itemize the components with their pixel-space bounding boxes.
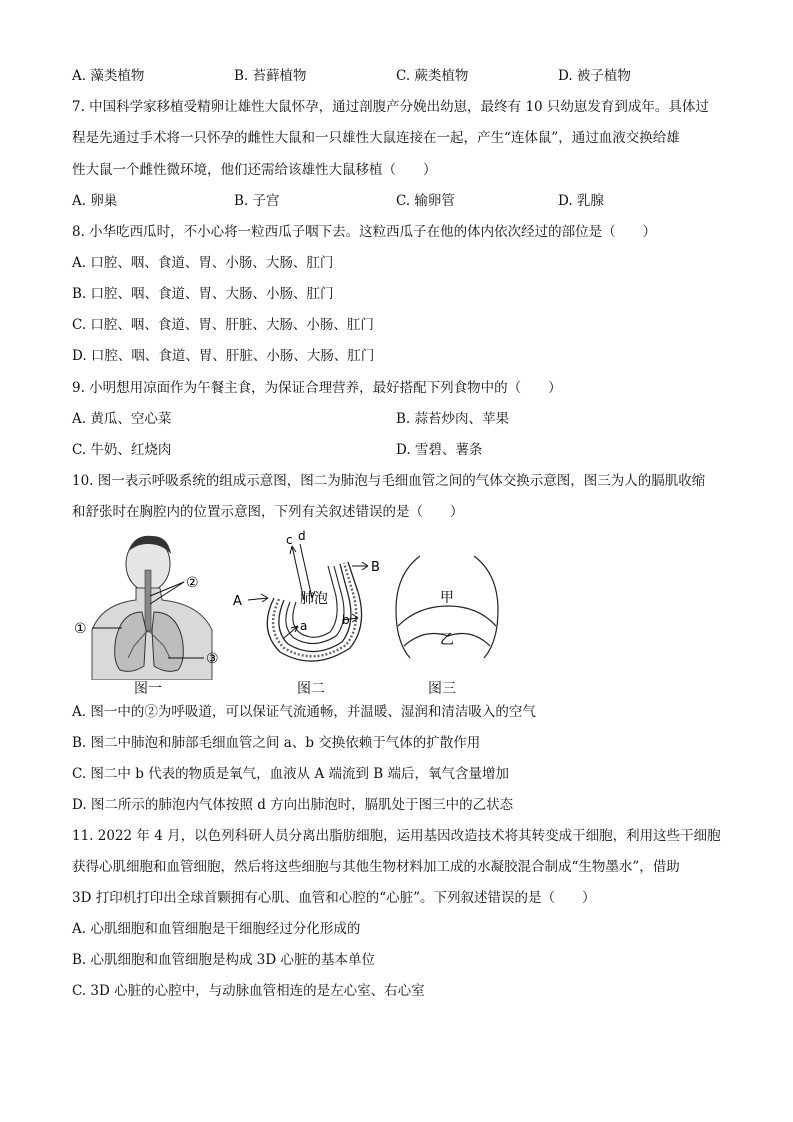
q9-option-c: C. 牛奶、红烧肉 [72, 442, 172, 458]
q7-option-b: B. 子宫 [234, 193, 280, 209]
fig2-label-d: d [298, 530, 306, 543]
q6-option-d: D. 被子植物 [558, 68, 631, 84]
q11-stem-line-1: 11. 2022 年 4 月，以色列科研人员分离出脂肪细胞，运用基因改造技术将其转变成干细胞，利用这些干细胞 [72, 828, 721, 844]
fig3-label-jia: 甲 [440, 590, 454, 606]
fig3-label-yi: 乙 [440, 632, 454, 648]
q7-stem-line-1: 7. 中国科学家移植受精卵让雄性大鼠怀孕，通过剖腹产分娩出幼崽，最终有 10 只幼崽发育到成年。具体过 [72, 99, 709, 115]
q10-option-b: B. 图二中肺泡和肺部毛细血管之间 a、b 交换依赖于气体的扩散作用 [72, 735, 481, 751]
q11-stem-line-3: 3D 打印机打印出全球首颗拥有心肌、血管和心腔的“心脏”。下列叙述错误的是（ ） [72, 890, 596, 906]
q10-stem-line-2: 和舒张时在胸腔内的位置示意图，下列有关叙述错误的是（ ） [72, 504, 464, 520]
fig2-label-a: a [300, 619, 308, 633]
q7-option-d: D. 乳腺 [558, 193, 604, 209]
q10-option-c: C. 图二中 b 代表的物质是氧气，血液从 A 端流到 B 端后，氧气含量增加 [72, 766, 509, 782]
q8-option-a: A. 口腔、咽、食道、胃、小肠、大肠、肛门 [72, 255, 334, 271]
q7-option-c: C. 输卵管 [396, 193, 455, 209]
fig3-caption: 图三 [428, 681, 456, 697]
q10-option-d: D. 图二所示的肺泡内气体按照 d 方向出肺泡时，膈肌处于图三中的乙状态 [72, 797, 514, 813]
fig1-marker-2: ② [186, 575, 199, 591]
q11-option-c: C. 3D 心脏的心腔中，与动脉血管相连的是左心室、右心室 [72, 983, 425, 999]
fig2-caption: 图二 [297, 681, 325, 697]
q11-option-a: A. 心肌细胞和血管细胞是干细胞经过分化形成的 [72, 921, 361, 937]
q10-option-a: A. 图一中的②为呼吸道，可以保证气流通畅，并温暖、湿润和清洁吸入的空气 [72, 704, 536, 720]
q7-stem-line-3: 性大鼠一个雌性微环境，他们还需给该雄性大鼠移植（ ） [72, 162, 437, 178]
q9-stem: 9. 小明想用凉面作为午餐主食，为保证合理营养，最好搭配下列食物中的（ ） [72, 380, 562, 396]
q8-stem: 8. 小华吃西瓜时，不小心将一粒西瓜子咽下去。这粒西瓜子在他的体内依次经过的部位是（ ） [72, 224, 657, 240]
q7-stem-line-2: 程是先通过手术将一只怀孕的雌性大鼠和一只雄性大鼠连接在一起，产生“连体鼠”，通过血液交换给雄 [72, 130, 680, 146]
figure-3-diaphragm [388, 550, 508, 670]
fig2-label-b: b [342, 613, 350, 627]
q9-option-b: B. 蒜苔炒肉、苹果 [396, 411, 510, 427]
q9-option-d: D. 雪碧、薯条 [396, 442, 483, 458]
q11-stem-line-2: 获得心肌细胞和血管细胞，然后将这些细胞与其他生物材料加工成的水凝胶混合制成“生物墨水”，借助 [72, 859, 680, 875]
fig2-label-A: A [233, 594, 242, 609]
q9-option-a: A. 黄瓜、空心菜 [72, 411, 172, 427]
q6-option-b: B. 苔藓植物 [234, 68, 307, 84]
figure-1-respiratory-system [72, 530, 232, 680]
q10-stem-line-1: 10. 图一表示呼吸系统的组成示意图，图二为肺泡与毛细血管之间的气体交换示意图，图三为人的膈肌收缩 [72, 473, 706, 489]
q8-option-c: C. 口腔、咽、食道、胃、肝脏、大肠、小肠、肛门 [72, 317, 374, 333]
fig1-marker-3: ③ [206, 651, 219, 667]
fig1-caption: 图一 [134, 681, 162, 697]
fig2-alveolus-label: 肺泡 [300, 591, 328, 607]
q8-option-d: D. 口腔、咽、食道、胃、肝脏、小肠、大肠、肛门 [72, 348, 375, 364]
fig2-label-B: B [371, 560, 380, 575]
figure-2-alveolus-capillary [228, 530, 388, 675]
fig2-label-c: c [286, 533, 293, 547]
q11-option-b: B. 心肌细胞和血管细胞是构成 3D 心脏的基本单位 [72, 952, 375, 968]
q7-option-a: A. 卵巢 [72, 193, 118, 209]
q6-option-a: A. 藻类植物 [72, 68, 145, 84]
fig1-marker-1: ① [74, 621, 87, 637]
q8-option-b: B. 口腔、咽、食道、胃、大肠、小肠、肛门 [72, 286, 334, 302]
q6-option-c: C. 蕨类植物 [396, 68, 469, 84]
